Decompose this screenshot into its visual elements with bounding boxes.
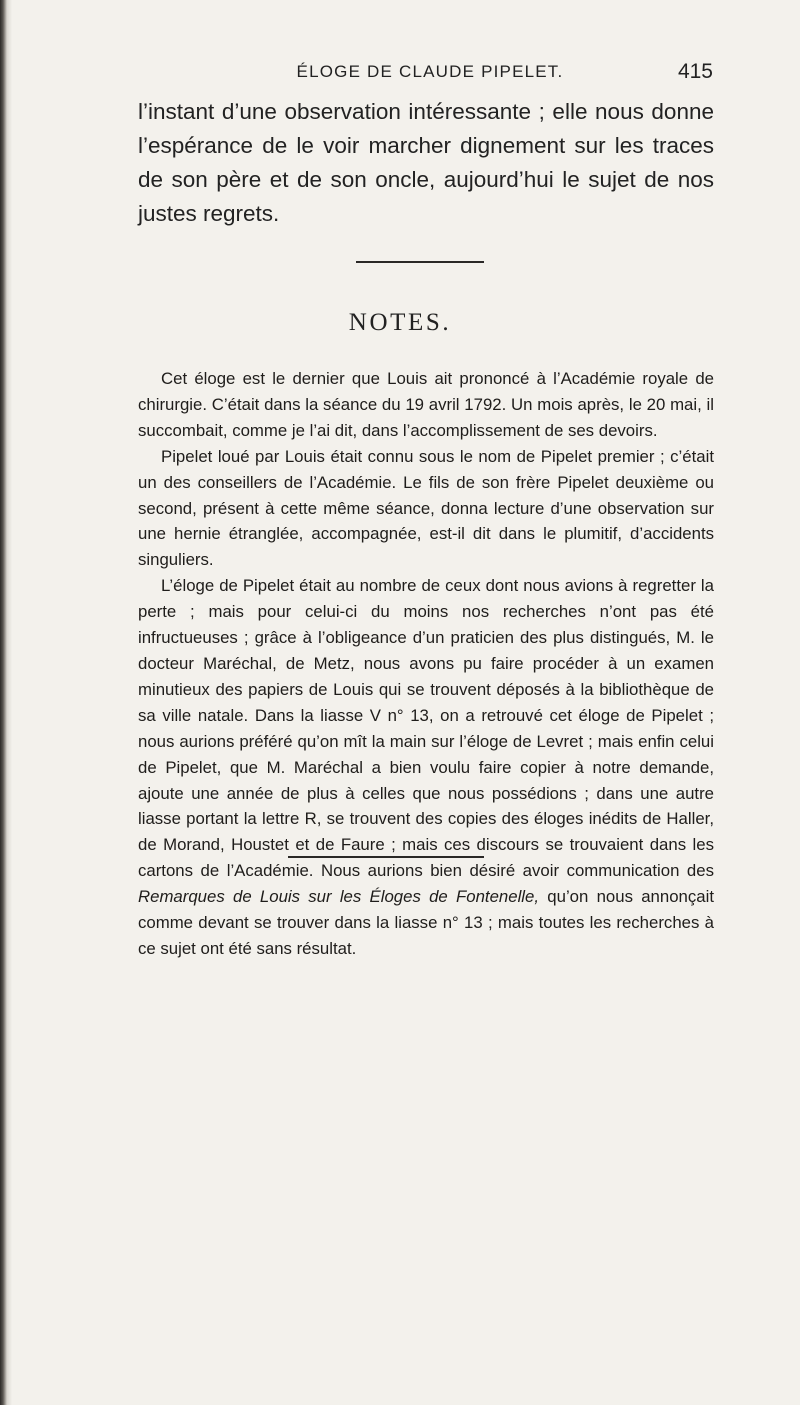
note-paragraph-1: Cet éloge est le dernier que Louis ait prononcé à l’Académie royale de chirurgie. C’était dans la séance du 19 avril 1792. Un mois après, le 20 mai, il succombait, comme je l’ai dit, dans l’accomplissement de ses devoirs.: [138, 369, 714, 440]
note-paragraph-3-work-title: Remarques de Louis sur les Éloges de Fontenelle,: [138, 887, 540, 907]
note-paragraph-3-text-a: L’éloge de Pipelet était au nombre de ceux dont nous avions à regretter la perte ; mais pour celui-ci du moins nos recherches n’ont pas été infructueuses ; grâce à l’obligeance d’un praticien des plus distingués, M. le docteur Maréchal, de Metz, nous avons pu faire procéder à un examen minutieux des papiers de Louis qui se trouvent déposés à la bibliothèque de sa ville natale. Dans la liasse V n° 13, on a retrouvé cet éloge de Pipelet ; nous aurions préféré qu’on mît la main sur l’éloge de Levret ; mais enfin celui de Pipelet, que M. Maréchal a bien voulu faire copier à notre demande, ajoute une année de plus à celles que nous possédions ; dans une autre liasse portant la lettre R, se trouvent des copies des éloges inédits de Haller, de Morand, Houstet et de Faure ; mais ces discours se trouvaient dans les cartons de l’Académie. Nous aurions bien désiré avoir communication des: [138, 576, 714, 881]
running-head: [150, 60, 713, 88]
notes-section: [138, 366, 714, 962]
page-number: 415: [677, 60, 713, 83]
note-paragraph-3: [138, 573, 714, 962]
note-paragraph-3-text-b: qu’on nous annonçait comme devant se trouver dans la liasse n° 13 ; mais toutes les recherches à ce sujet ont été sans résultat.: [138, 887, 714, 958]
section-divider-top: [356, 261, 484, 263]
notes-heading: NOTES.: [348, 309, 452, 336]
running-title: ÉLOGE DE CLAUDE PIPELET.: [296, 62, 564, 81]
section-divider-bottom: [288, 856, 484, 858]
body-paragraph: l’instant d’une observation intéressante ; elle nous donne l’espérance de le voir marcher dignement sur les traces de son père et de son oncle, aujourd’hui le sujet de nos justes regrets.: [138, 99, 714, 226]
note-paragraph-2: Pipelet loué par Louis était connu sous le nom de Pipelet premier ; c’était un des conseillers de l’Académie. Le fils de son frère Pipelet deuxième ou second, présent à cette même séance, donna lecture d’une observation sur une hernie étranglée, accompagnée, est-il dit dans le plumitif, d’accidents singuliers.: [138, 446, 714, 570]
